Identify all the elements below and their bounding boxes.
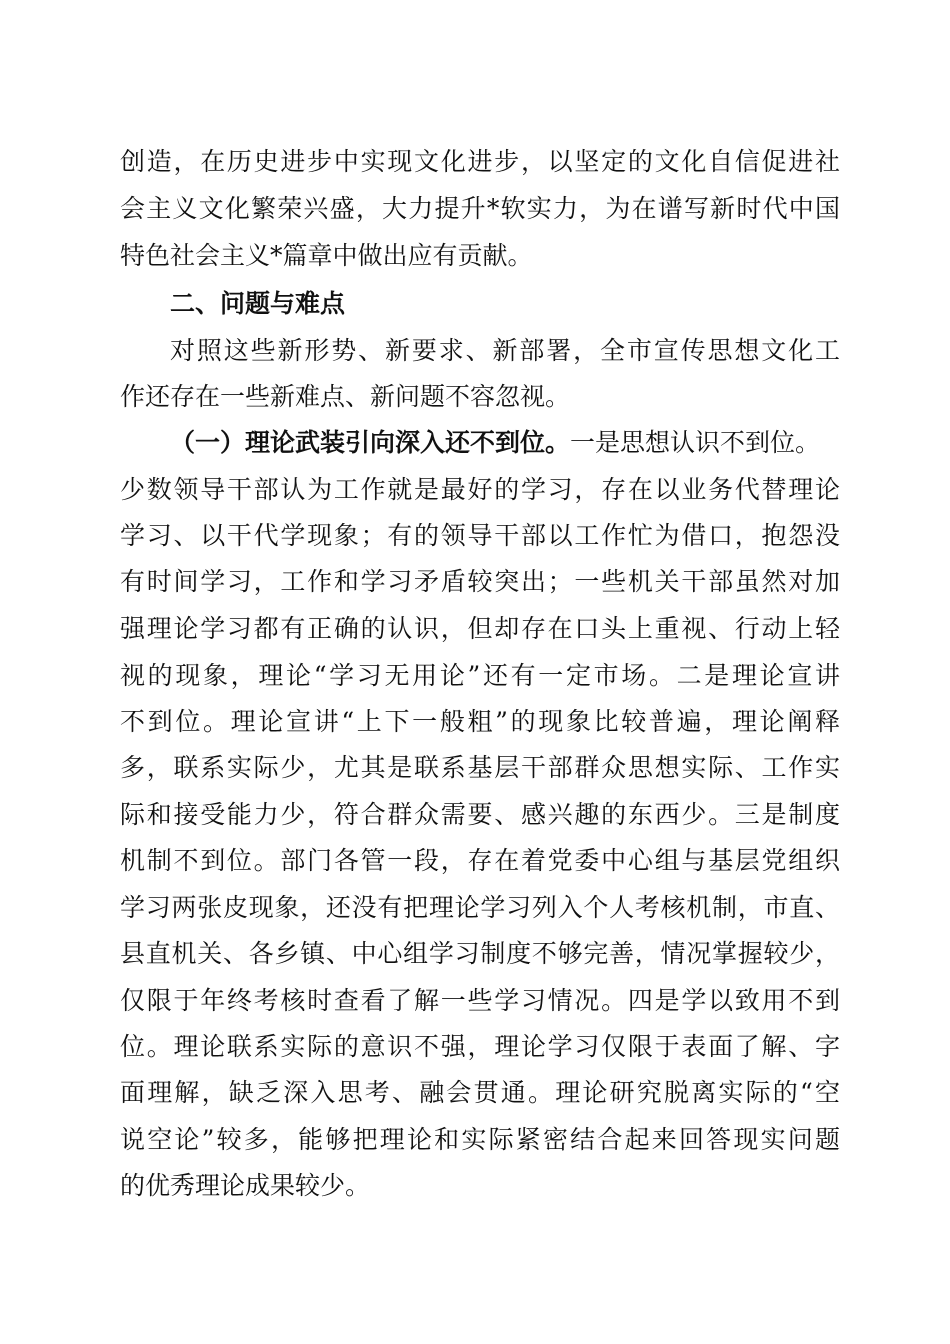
text-line: 不到位。理论宣讲“上下一般粗”的现象比较普遍，理论阐释 xyxy=(120,707,840,736)
section-heading: 二、问题与难点 xyxy=(170,289,346,318)
text-line: 位。理论联系实际的意识不强，理论学习仅限于表面了解、字 xyxy=(120,1032,840,1061)
text-line: 的优秀理论成果较少。 xyxy=(120,1171,371,1200)
text-line: 多，联系实际少，尤其是联系基层干部群众思想实际、工作实 xyxy=(120,753,840,782)
text-line: 面理解，缺乏深入思考、融会贯通。理论研究脱离实际的“空 xyxy=(120,1078,840,1107)
text-line: 说空论”较多，能够把理论和实际紧密结合起来回答现实问题 xyxy=(120,1125,840,1154)
text-line: 视的现象，理论“学习无用论”还有一定市场。二是理论宣讲 xyxy=(120,661,840,690)
subsection-heading: （一）理论武装引向深入还不到位。 xyxy=(170,428,571,457)
text-span: 一是思想认识不到位。 xyxy=(570,428,821,457)
text-line: 学习两张皮现象，还没有把理论学习列入个人考核机制，市直、 xyxy=(120,893,840,922)
text-line: 县直机关、各乡镇、中心组学习制度不够完善，情况掌握较少， xyxy=(120,939,840,968)
text-line: 机制不到位。部门各管一段，存在着党委中心组与基层党组织 xyxy=(120,846,840,875)
text-line: 强理论学习都有正确的认识，但却存在口头上重视、行动上轻 xyxy=(120,614,840,643)
text-line: 学习、以干代学现象；有的领导干部以工作忙为借口，抱怨没 xyxy=(120,521,840,550)
text-line: 仅限于年终考核时查看了解一些学习情况。四是学以致用不到 xyxy=(120,986,840,1015)
text-line: 有时间学习，工作和学习矛盾较突出；一些机关干部虽然对加 xyxy=(120,567,840,596)
text-line: 会主义文化繁荣兴盛，大力提升*软实力，为在谱写新时代中国 xyxy=(120,194,840,223)
text-line: 对照这些新形势、新要求、新部署，全市宣传思想文化工 xyxy=(170,336,840,365)
text-line: 创造，在历史进步中实现文化进步，以坚定的文化自信促进社 xyxy=(120,147,840,176)
subsection-line xyxy=(170,423,840,463)
text-line: 少数领导干部认为工作就是最好的学习，存在以业务代替理论 xyxy=(120,475,840,504)
text-line: 作还存在一些新难点、新问题不容忽视。 xyxy=(120,382,571,411)
text-line: 特色社会主义*篇章中做出应有贡献。 xyxy=(120,241,533,270)
text-line: 际和接受能力少，符合群众需要、感兴趣的东西少。三是制度 xyxy=(120,800,840,829)
